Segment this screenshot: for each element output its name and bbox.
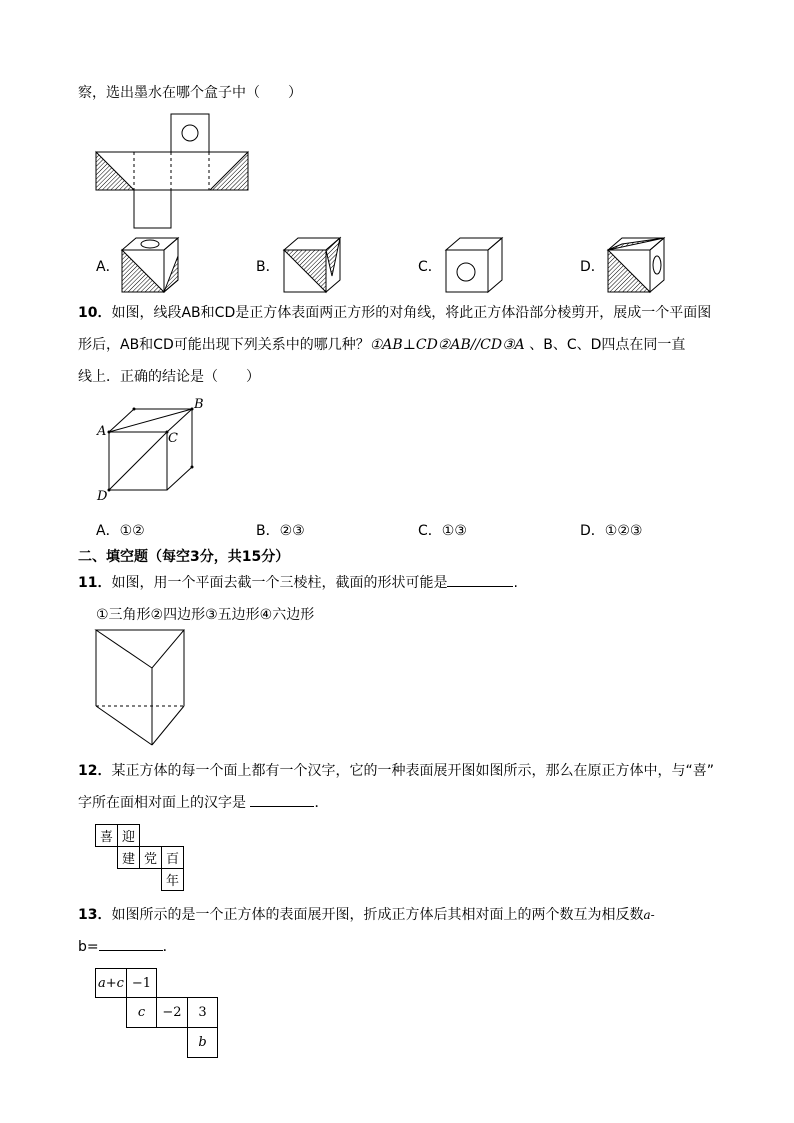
q12-net-cell-dang: 党 xyxy=(139,846,162,869)
q10-label-a: A xyxy=(97,424,107,439)
q11-end: . xyxy=(513,575,518,591)
q9-continuation-text: 察，选出墨水在哪个盒子中（ ） xyxy=(78,85,302,101)
q13-line2 xyxy=(78,936,177,956)
q13-line1 xyxy=(78,904,655,924)
q9-option-a-label[interactable]: A． xyxy=(96,259,120,275)
q13-line1-text: 如图所示的是一个正方体的表面展开图，折成正方体后其相对面上的两个数互为相反数 xyxy=(111,907,644,923)
q13-net-cell-a-plus-c: a+c xyxy=(95,968,127,998)
q11-prism-figure xyxy=(94,628,194,752)
q10-line2 xyxy=(78,334,685,354)
q10-label-d: D xyxy=(97,489,108,504)
q13-net-cell-minus-1: −1 xyxy=(126,968,157,998)
q10-number: 10． xyxy=(78,305,112,321)
q10-line2-text-a: 形后，AB和CD可能出现下列关系中的哪几种？ xyxy=(78,337,370,353)
q10-option-d[interactable] xyxy=(580,520,642,540)
q9-option-c-cube[interactable] xyxy=(444,236,504,294)
q10-option-c[interactable] xyxy=(418,520,467,540)
q12-line1-text: 某正方体的每一个面上都有一个汉字，它的一种表面展开图如图所示，那么在原正方体中，与“喜” xyxy=(111,763,714,779)
q10-option-b[interactable] xyxy=(256,520,305,540)
q11-answer-blank[interactable] xyxy=(447,573,513,587)
q9-option-b-label[interactable]: B． xyxy=(256,259,280,275)
q10-line2-text-b: 、B、C、D四点在同一直 xyxy=(524,337,686,353)
q11-text: 如图，用一个平面去截一个三棱柱，截面的形状可能是 xyxy=(111,575,448,591)
q9-option-d-label[interactable]: D． xyxy=(580,259,605,275)
q9-cube-net-figure xyxy=(94,113,254,233)
q12-answer-blank[interactable] xyxy=(250,793,314,807)
q12-end: ． xyxy=(314,795,329,811)
section-title-fill-in: 二、填空题（每空3分，共15分） xyxy=(78,549,290,565)
q13-answer-blank[interactable] xyxy=(99,937,163,951)
q10-option-a-value: ①② xyxy=(119,523,145,539)
q12-line2-text: 字所在面相对面上的汉字是 xyxy=(78,795,246,811)
q13-line1-tail: a- xyxy=(643,908,655,922)
q12-line2 xyxy=(78,792,328,812)
q10-option-c-value: ①③ xyxy=(441,523,467,539)
q12-net-cell-nian: 年 xyxy=(161,868,184,891)
q11-line1 xyxy=(78,572,518,592)
q10-line1 xyxy=(78,302,711,322)
q12-net-cell-bai: 百 xyxy=(161,846,184,869)
q10-option-c-letter: C． xyxy=(418,523,442,539)
q10-option-d-letter: D． xyxy=(580,523,605,539)
q10-label-c: C xyxy=(168,431,178,446)
q10-option-d-value: ①②③ xyxy=(604,523,643,539)
q12-net-cell-xi: 喜 xyxy=(95,824,118,847)
q9-option-a-cube[interactable] xyxy=(120,236,180,294)
q12-net-cell-jian: 建 xyxy=(117,846,140,869)
q13-end: ． xyxy=(162,939,177,955)
q12-number: 12． xyxy=(78,763,112,779)
q13-net-cell-c: c xyxy=(126,997,157,1028)
q12-net-cell-ying: 迎 xyxy=(117,824,140,847)
q10-option-b-value: ②③ xyxy=(279,523,305,539)
q10-label-b: B xyxy=(194,397,204,412)
q12-line1 xyxy=(78,760,714,780)
q10-line2-math: ①AB⊥CD②AB//CD③A xyxy=(369,337,525,353)
q13-net-cell-3: 3 xyxy=(187,997,218,1028)
q10-cube-figure xyxy=(94,396,214,504)
q10-option-a[interactable] xyxy=(96,520,145,540)
q9-option-d-cube[interactable] xyxy=(606,236,666,294)
q10-line3: 线上．正确的结论是（ ） xyxy=(78,369,260,385)
q11-number: 11． xyxy=(78,575,112,591)
q9-option-b-cube[interactable] xyxy=(282,236,342,294)
q13-net-cell-b: b xyxy=(187,1027,218,1058)
q10-option-a-letter: A． xyxy=(96,523,120,539)
q13-number: 13． xyxy=(78,907,112,923)
q10-line1-text: 如图，线段AB和CD是正方体表面两正方形的对角线，将此正方体沿部分棱剪开，展成一个平面图 xyxy=(111,305,712,321)
q13-line2-text: b= xyxy=(78,939,99,955)
q13-net-cell-minus-2: −2 xyxy=(156,997,188,1028)
q10-option-b-letter: B． xyxy=(256,523,280,539)
q11-choices: ①三角形②四边形③五边形④六边形 xyxy=(96,607,315,623)
q9-option-c-label[interactable]: C． xyxy=(418,259,442,275)
